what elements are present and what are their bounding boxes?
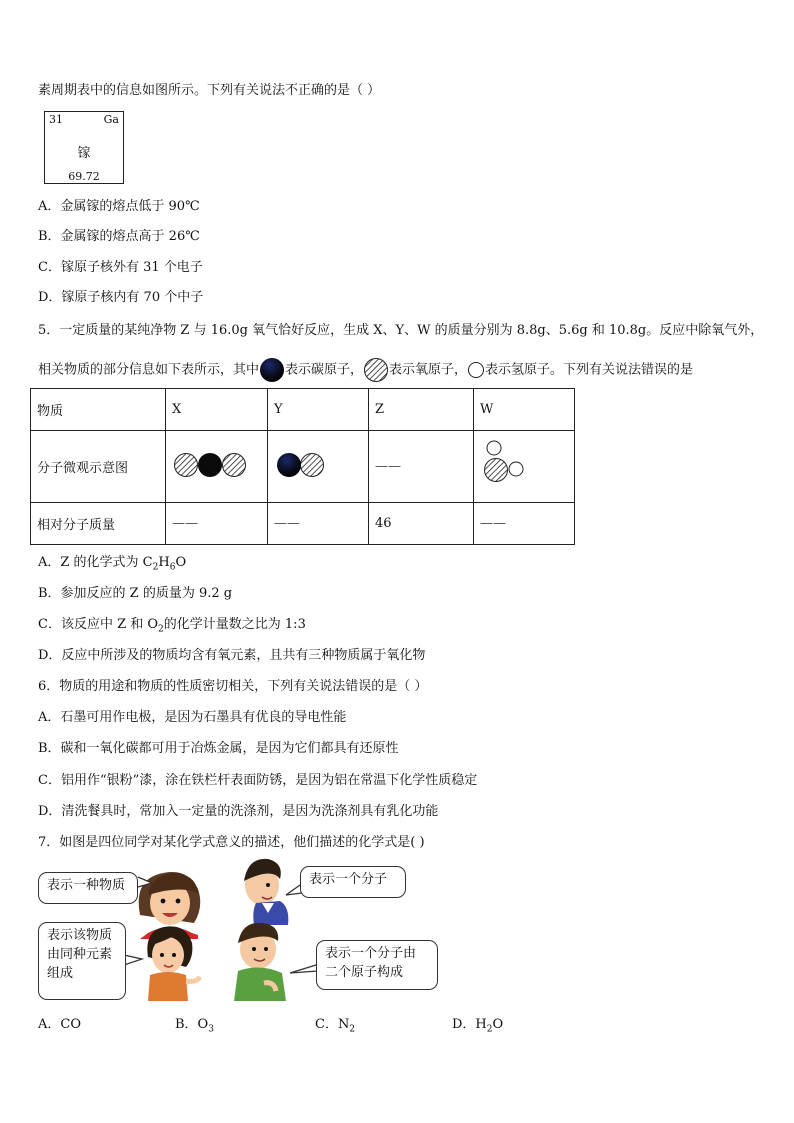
bubble-line: 表示该物质 [47,928,113,943]
carbon-atom-icon [259,357,285,383]
table-header: Y [268,389,369,431]
q4-option-d: D．镓原子核内有 70 个中子 [38,290,204,305]
mass-cell: —— [268,503,369,545]
subscript: 3 [208,1024,214,1035]
q7-answer-c [315,1013,355,1035]
speech-bubble-1: 表示一种物质 [38,872,138,904]
subscript: 6 [169,562,176,573]
bubble-line: 由同种元素 [47,947,113,962]
text: A．Z 的化学式为 C [38,555,153,570]
q4-option-c: C．镓原子核外有 31 个电子 [38,260,203,275]
row-label: 相对分子质量 [31,503,166,545]
q5-stem-part-b: 表示碳原子， [285,362,364,378]
element-name: 镓 [77,146,91,161]
q6-option-c: C．铝用作“银粉”漆，涂在铁栏杆表面防锈，是因为铝在常温下化学性质稳定 [38,773,478,788]
table-header: X [166,389,268,431]
q6-option-a: A．石墨可用作电极，是因为石墨具有优良的导电性能 [38,710,347,725]
q6-option-d: D．清洗餐具时，常加入一定量的洗涤剂，是因为洗涤剂具有乳化功能 [38,804,439,819]
subscript: 2 [486,1024,493,1035]
mass-cell: —— [474,503,575,545]
q5-stem-line2 [38,357,693,383]
table-mass-row [31,503,575,545]
q6-stem: 6．物质的用途和物质的性质密切相关，下列有关说法错误的是（ ） [38,679,428,694]
w-molecule-cell [474,431,575,503]
bubble-line: 组成 [47,966,74,981]
x-molecule-icon [172,450,248,480]
table-header: W [474,389,575,431]
text: C．该反应中 Z 和 O [38,617,159,632]
y-molecule-icon [274,450,330,480]
text: H [158,555,170,570]
student-boy-2-icon [244,859,288,925]
text: 的化学计量数之比为 1:3 [163,617,306,632]
q5-stem-part-c: 表示氧原子， [389,362,468,378]
q4-option-a: A．金属镓的熔点低于 90℃ [38,199,200,214]
y-molecule-cell [268,431,369,503]
speech-bubble-2: 表示一个分子 [300,866,406,898]
mass-cell: 46 [369,503,474,545]
speech-bubble-4 [316,940,438,990]
table-diagram-row [31,431,575,503]
mass-cell: —— [166,503,268,545]
text: C．N [315,1017,350,1032]
q5-option-b: B．参加反应的 Z 的质量为 9.2 g [38,586,233,601]
bubble-line: 表示一个分子由 [325,946,417,961]
text: O [492,1017,504,1032]
z-molecule-cell: —— [369,431,474,503]
q7-answer-b [175,1013,214,1035]
hydrogen-atom-icon [467,361,485,379]
q5-stem-line1: 5．一定质量的某纯净物 Z 与 16.0g 氧气恰好反应，生成 X、Y、W 的质量分别为 8.8g、5.6g 和 10.8g。反应中除氧气外， [38,323,764,338]
q7-answer-a: A．CO [38,1017,81,1032]
q5-option-d: D．反应中所涉及的物质均含有氧元素，且共有三种物质属于氧化物 [38,648,426,663]
periodic-element-box [44,111,124,184]
subscript: 2 [158,624,164,635]
q5-option-a [38,554,186,577]
element-symbol: Ga [103,113,119,126]
table-header-row [31,389,575,431]
q5-stem-part-a: 相关物质的部分信息如下表所示，其中 [38,362,260,378]
q6-option-b: B．碳和一氧化碳都可用于冶炼金属，是因为它们都具有还原性 [38,741,399,756]
x-molecule-cell [166,431,268,503]
q5-option-c [38,616,306,639]
q4-stem: 素周期表中的信息如图所示。下列有关说法不正确的是（ ） [38,83,381,98]
atomic-mass: 69.72 [68,170,100,183]
atomic-number: 31 [49,113,63,126]
student-boy-3-icon [234,923,286,1001]
w-molecule-icon [480,440,532,490]
subscript: 2 [349,1024,356,1035]
text: D．H [452,1017,487,1032]
subscript: 2 [152,562,159,573]
q5-table [30,388,575,545]
text: O [175,555,187,570]
q4-option-b: B．金属镓的熔点高于 26℃ [38,229,200,244]
speech-bubble-3 [38,922,126,1000]
row-label: 分子微观示意图 [31,431,166,503]
table-header: Z [369,389,474,431]
text: B．O [175,1017,209,1032]
q7-answer-d [452,1013,503,1035]
bubble-line: 二个原子构成 [325,965,404,980]
oxygen-atom-icon [363,357,389,383]
q7-stem: 7．如图是四位同学对某化学式意义的描述，他们描述的化学式是( ) [38,835,425,850]
q5-stem-part-d: 表示氢原子。下列有关说法错误的是 [485,362,694,378]
table-header: 物质 [31,389,166,431]
